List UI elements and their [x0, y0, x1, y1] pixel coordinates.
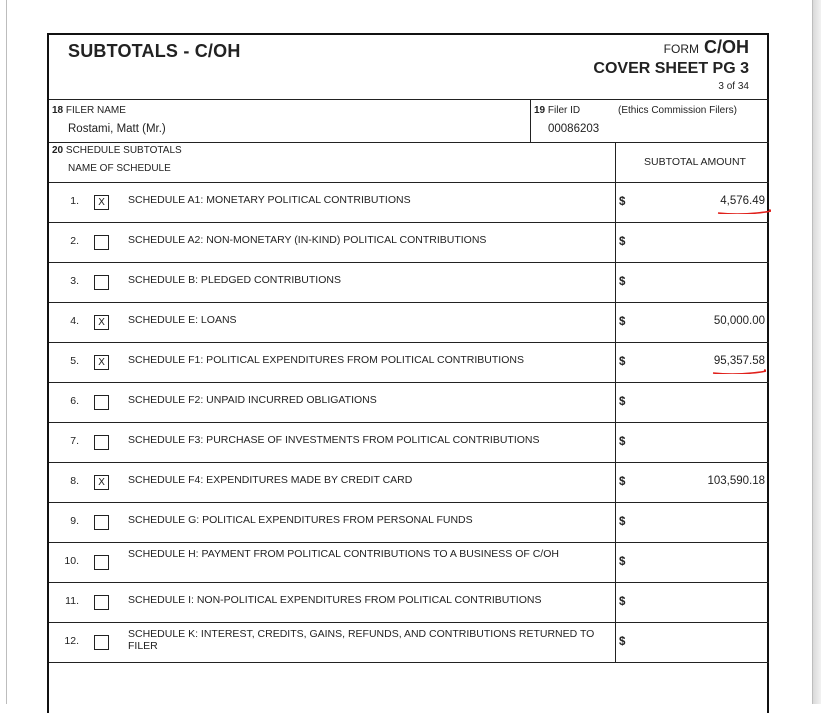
currency-symbol: $	[619, 196, 626, 208]
row-rule	[49, 502, 769, 503]
row-rule	[49, 462, 769, 463]
schedule-name: SCHEDULE B: PLEDGED CONTRIBUTIONS	[128, 274, 341, 286]
currency-symbol: $	[619, 636, 626, 648]
amount-column-divider	[615, 142, 616, 662]
ethics-note: (Ethics Commission Filers)	[618, 105, 737, 116]
row-number: 6.	[70, 395, 79, 407]
currency-symbol: $	[619, 316, 626, 328]
schedule-checkbox[interactable]	[94, 635, 109, 650]
schedule-checkbox[interactable]	[94, 355, 109, 370]
schedule-name: SCHEDULE H: PAYMENT FROM POLITICAL CONTRIBUTIONS TO A BUSINESS OF C/OH	[128, 548, 559, 560]
row-number: 9.	[70, 515, 79, 527]
filer-bottom-rule	[49, 142, 769, 143]
schedule-name: SCHEDULE F3: PURCHASE OF INVESTMENTS FROM POLITICAL CONTRIBUTIONS	[128, 434, 540, 446]
red-underline-annotation	[712, 368, 766, 374]
row-rule	[49, 382, 769, 383]
schedule-name: SCHEDULE G: POLITICAL EXPENDITURES FROM PERSONAL FUNDS	[128, 514, 473, 526]
currency-symbol: $	[619, 236, 626, 248]
form-title: SUBTOTALS - C/OH	[68, 41, 241, 61]
subtotal-amount: 95,357.58	[713, 355, 765, 367]
schedule-name-header: NAME OF SCHEDULE	[68, 163, 171, 174]
schedule-name: SCHEDULE K: INTEREST, CREDITS, GAINS, REFUNDS, AND CONTRIBUTIONS RETURNED TO FILER	[128, 628, 595, 652]
schedule-name: SCHEDULE F4: EXPENDITURES MADE BY CREDIT CARD	[128, 474, 413, 486]
currency-symbol: $	[619, 516, 626, 528]
row-rule	[49, 542, 769, 543]
currency-symbol: $	[619, 276, 626, 288]
row-number: 12.	[64, 635, 79, 647]
row-number: 1.	[70, 195, 79, 207]
filer-name-value: Rostami, Matt (Mr.)	[68, 123, 166, 135]
red-underline-stroke	[718, 210, 771, 214]
row-number: 7.	[70, 435, 79, 447]
schedule-name: SCHEDULE I: NON-POLITICAL EXPENDITURES FROM POLITICAL CONTRIBUTIONS	[128, 594, 542, 606]
row-number: 10.	[64, 555, 79, 567]
subtotal-amount: 103,590.18	[707, 475, 765, 487]
row-number: 8.	[70, 475, 79, 487]
row-number: 4.	[70, 315, 79, 327]
schedule-checkbox[interactable]	[94, 435, 109, 450]
row-number: 5.	[70, 355, 79, 367]
form-word: FORM	[663, 42, 699, 56]
filer-id-value: 00086203	[548, 123, 600, 135]
schedule-name: SCHEDULE A1: MONETARY POLITICAL CONTRIBUTIONS	[128, 194, 411, 206]
filer-id-label: 19 Filer ID	[534, 105, 581, 116]
schedule-checkbox[interactable]	[94, 595, 109, 610]
row-rule	[49, 422, 769, 423]
row-number: 11.	[65, 595, 79, 607]
currency-symbol: $	[619, 436, 626, 448]
row-number: 2.	[70, 235, 79, 247]
row-rule	[49, 262, 769, 263]
schedule-checkbox[interactable]	[94, 515, 109, 530]
row-rule	[49, 342, 769, 343]
subtotal-amount-header: SUBTOTAL AMOUNT	[644, 156, 746, 168]
red-underline-stroke	[713, 370, 766, 374]
cover-sheet-label: COVER SHEET PG 3	[593, 60, 749, 77]
red-underline-annotation	[717, 208, 771, 214]
row-rule	[49, 582, 769, 583]
form-frame	[47, 33, 769, 713]
page-shadow	[813, 0, 821, 704]
row-number: 3.	[70, 275, 79, 287]
currency-symbol: $	[619, 396, 626, 408]
schedule-checkbox[interactable]	[94, 475, 109, 490]
schedule-checkbox[interactable]	[94, 315, 109, 330]
row-rule	[49, 302, 769, 303]
header-divider	[49, 99, 769, 100]
row-rule	[49, 222, 769, 223]
subtotal-amount: 4,576.49	[720, 195, 765, 207]
schedule-name: SCHEDULE F1: POLITICAL EXPENDITURES FROM POLITICAL CONTRIBUTIONS	[128, 354, 524, 366]
page-counter: 3 of 34	[718, 81, 749, 92]
schedule-checkbox[interactable]	[94, 555, 109, 570]
schedule-name: SCHEDULE A2: NON-MONETARY (IN-KIND) POLITICAL CONTRIBUTIONS	[128, 234, 487, 246]
filer-name-label: 18 FILER NAME	[52, 105, 126, 116]
currency-symbol: $	[619, 356, 626, 368]
schedule-checkbox[interactable]	[94, 235, 109, 250]
currency-symbol: $	[619, 556, 626, 568]
form-code: C/OH	[704, 37, 749, 57]
filer-divider	[530, 99, 531, 142]
row-rule	[49, 182, 769, 183]
schedule-name: SCHEDULE F2: UNPAID INCURRED OBLIGATIONS	[128, 394, 377, 406]
schedule-section-label: 20 SCHEDULE SUBTOTALS	[52, 145, 182, 156]
currency-symbol: $	[619, 476, 626, 488]
schedule-checkbox[interactable]	[94, 195, 109, 210]
schedule-checkbox[interactable]	[94, 275, 109, 290]
table-bottom-rule	[49, 662, 769, 663]
schedule-name: SCHEDULE E: LOANS	[128, 314, 237, 326]
currency-symbol: $	[619, 596, 626, 608]
schedule-checkbox[interactable]	[94, 395, 109, 410]
form-id	[664, 37, 749, 58]
page-edge-left	[6, 0, 7, 704]
subtotal-amount: 50,000.00	[713, 315, 765, 327]
row-rule	[49, 622, 769, 623]
